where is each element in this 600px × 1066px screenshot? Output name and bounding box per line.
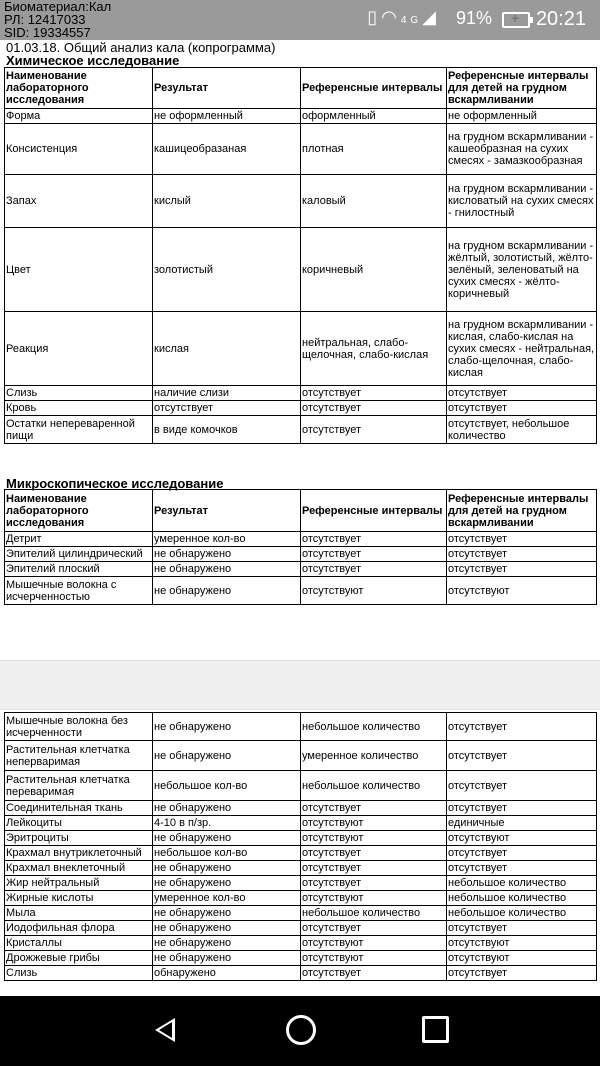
- cell-ref: отсутствует: [301, 876, 447, 891]
- table-row: [5, 876, 597, 891]
- table-row: [5, 175, 597, 228]
- table-header-row: [5, 68, 597, 109]
- table-row: [5, 741, 597, 771]
- cell-result: не обнаружено: [153, 936, 301, 951]
- cell-name: Запах: [5, 175, 153, 228]
- cell-name: Соединительная ткань: [5, 801, 153, 816]
- cell-ref-children: на грудном вскармливании - кисловатый на сухих смесях - гнилостный: [447, 175, 597, 228]
- sid-number: SID: 19334557: [4, 25, 91, 40]
- cell-name: Реакция: [5, 312, 153, 386]
- battery-percent: 91%: [455, 8, 492, 28]
- cell-result: не обнаружено: [153, 906, 301, 921]
- table-row: [5, 228, 597, 312]
- header-ref-children: Референсные интервалы для детей на грудном вскармливании: [447, 68, 597, 109]
- biomaterial-label: Биоматериал:Кал: [4, 0, 112, 14]
- table-row: [5, 386, 597, 401]
- table-row: [5, 771, 597, 801]
- cell-name: Остатки непереваренной пищи: [5, 416, 153, 444]
- status-time: 20:21: [535, 8, 586, 30]
- cell-result: кашицеобразаная: [153, 124, 301, 175]
- cell-ref: каловый: [301, 175, 447, 228]
- cell-result: кислый: [153, 175, 301, 228]
- cell-name: Жирные кислоты: [5, 891, 153, 906]
- cell-result: не обнаружено: [153, 713, 301, 741]
- cell-ref-children: на грудном вскармливании - жёлтый, золотистый, жёлто-зелёный, зеленоватый на сухих смесях - жёлто-коричневый: [447, 228, 597, 312]
- cell-result: умеренное кол-во: [153, 532, 301, 547]
- header-name: Наименование лабораторного исследования: [5, 68, 153, 109]
- cell-ref-children: не оформленный: [447, 109, 597, 124]
- cell-result: в виде комочков: [153, 416, 301, 444]
- cell-result: наличие слизи: [153, 386, 301, 401]
- cell-result: не обнаружено: [153, 801, 301, 816]
- table-row: [5, 109, 597, 124]
- cell-result: небольшое кол-во: [153, 846, 301, 861]
- cell-name: Эпителий плоский: [5, 562, 153, 577]
- cell-ref: умеренное количество: [301, 741, 447, 771]
- cell-result: умеренное кол-во: [153, 891, 301, 906]
- cell-ref: отсутствуют: [301, 891, 447, 906]
- chemical-table: [4, 67, 597, 444]
- cell-ref: отсутствует: [301, 861, 447, 876]
- page-gap: [0, 660, 600, 710]
- table-row: [5, 906, 597, 921]
- cell-ref-children: отсутствует: [447, 562, 597, 577]
- network-type: 4G: [400, 15, 423, 26]
- battery-icon: +: [502, 12, 530, 28]
- table-row: [5, 936, 597, 951]
- home-circle-icon[interactable]: [286, 1015, 316, 1045]
- header-name: Наименование лабораторного исследования: [5, 490, 153, 532]
- cell-ref-children: отсутствует: [447, 741, 597, 771]
- cell-result: золотистый: [153, 228, 301, 312]
- cell-name: Слизь: [5, 966, 153, 981]
- cell-ref: плотная: [301, 124, 447, 175]
- cell-name: Растительная клетчатка неперваримая: [5, 741, 153, 771]
- cell-name: Дрожжевые грибы: [5, 951, 153, 966]
- cell-ref-children: отсутствуют: [447, 936, 597, 951]
- cell-ref-children: отсутствует: [447, 401, 597, 416]
- cell-name: Консистенция: [5, 124, 153, 175]
- cell-ref-children: отсутствует: [447, 801, 597, 816]
- cell-ref: небольшое количество: [301, 771, 447, 801]
- cell-name: Иодофильная флора: [5, 921, 153, 936]
- table-row: [5, 562, 597, 577]
- cell-result: 4-10 в п/зр.: [153, 816, 301, 831]
- cell-ref-children: единичные: [447, 816, 597, 831]
- cell-ref: отсутствует: [301, 966, 447, 981]
- cell-name: Форма: [5, 109, 153, 124]
- cell-ref: небольшое количество: [301, 713, 447, 741]
- header-ref-children: Референсные интервалы для детей на грудном вскармливании: [447, 490, 597, 532]
- microscopic-table: [4, 489, 597, 605]
- cell-result: не оформленный: [153, 109, 301, 124]
- cell-result: не обнаружено: [153, 831, 301, 846]
- microscopic-table-continued: [4, 712, 597, 981]
- header-result: Результат: [153, 68, 301, 109]
- cell-result: не обнаружено: [153, 562, 301, 577]
- cell-result: не обнаружено: [153, 951, 301, 966]
- cell-name: Лейкоциты: [5, 816, 153, 831]
- table-row: [5, 547, 597, 562]
- table-row: [5, 416, 597, 444]
- cell-ref: отсутствуют: [301, 577, 447, 605]
- cell-name: Кровь: [5, 401, 153, 416]
- analysis-title: 01.03.18. Общий анализ кала (копрограмма): [6, 40, 276, 55]
- cell-ref: оформленный: [301, 109, 447, 124]
- table-header-row: [5, 490, 597, 532]
- cell-ref-children: отсутствует: [447, 713, 597, 741]
- cell-ref-children: небольшое количество: [447, 891, 597, 906]
- table-row: [5, 577, 597, 605]
- cell-ref-children: отсутствуют: [447, 577, 597, 605]
- cell-ref-children: отсутствует: [447, 532, 597, 547]
- table-row: [5, 831, 597, 846]
- cell-ref: отсутствует: [301, 401, 447, 416]
- cell-name: Кристаллы: [5, 936, 153, 951]
- table-row: [5, 401, 597, 416]
- table-row: [5, 532, 597, 547]
- cell-ref-children: на грудном вскармливании - кашеобразная на сухих смесях - замазкообразная: [447, 124, 597, 175]
- header-result: Результат: [153, 490, 301, 532]
- cell-ref-children: небольшое количество: [447, 876, 597, 891]
- cell-ref-children: отсутствует: [447, 966, 597, 981]
- header-ref: Референсные интервалы: [301, 68, 447, 109]
- table-row: [5, 312, 597, 386]
- cell-ref-children: отсутствует, небольшое количество: [447, 416, 597, 444]
- cell-name: Детрит: [5, 532, 153, 547]
- cell-ref: коричневый: [301, 228, 447, 312]
- vibrate-icon: ▯: [367, 7, 382, 27]
- cell-ref-children: отсутствует: [447, 547, 597, 562]
- cell-ref: нейтральная, слабо-щелочная, слабо-кислая: [301, 312, 447, 386]
- cell-result: обнаружено: [153, 966, 301, 981]
- cell-result: не обнаружено: [153, 921, 301, 936]
- cell-ref: отсутствует: [301, 921, 447, 936]
- cell-result: отсутствует: [153, 401, 301, 416]
- cell-ref-children: отсутствуют: [447, 831, 597, 846]
- table-row: [5, 801, 597, 816]
- table-row: [5, 846, 597, 861]
- cell-ref-children: небольшое количество: [447, 906, 597, 921]
- cell-ref-children: отсутствует: [447, 921, 597, 936]
- rl-number: РЛ: 12417033: [4, 12, 86, 27]
- table-row: [5, 816, 597, 831]
- cell-result: не обнаружено: [153, 577, 301, 605]
- cell-name: Эпителий цилиндрический: [5, 547, 153, 562]
- cell-name: Жир нейтральный: [5, 876, 153, 891]
- cell-ref: отсутствует: [301, 562, 447, 577]
- navigation-bar: [0, 996, 600, 1066]
- cell-result: не обнаружено: [153, 876, 301, 891]
- cell-name: Мышечные волокна без исчерченности: [5, 713, 153, 741]
- cell-ref: отсутствует: [301, 547, 447, 562]
- signal-icon: ◢: [422, 7, 440, 27]
- cell-ref: отсутствует: [301, 801, 447, 816]
- cell-name: Мыла: [5, 906, 153, 921]
- cell-result: не обнаружено: [153, 861, 301, 876]
- table-row: [5, 891, 597, 906]
- cell-ref-children: отсутствуют: [447, 951, 597, 966]
- cell-name: Цвет: [5, 228, 153, 312]
- micro-section-title: Микроскопическое исследование: [6, 476, 224, 491]
- cell-ref: небольшое количество: [301, 906, 447, 921]
- table-row: [5, 124, 597, 175]
- wifi-icon: ◠: [381, 7, 401, 27]
- table-row: [5, 713, 597, 741]
- cell-ref: отсутствует: [301, 846, 447, 861]
- table-row: [5, 951, 597, 966]
- cell-ref-children: отсутствует: [447, 771, 597, 801]
- cell-result: небольшое кол-во: [153, 771, 301, 801]
- cell-ref: отсутствуют: [301, 816, 447, 831]
- cell-name: Растительная клетчатка переваримая: [5, 771, 153, 801]
- cell-result: не обнаружено: [153, 741, 301, 771]
- cell-ref-children: на грудном вскармливании - кислая, слабо-кислая на сухих смесях - нейтральная, слабо-щелочная, слабо-кислая: [447, 312, 597, 386]
- document-page-2: [0, 708, 600, 996]
- table-row: [5, 861, 597, 876]
- cell-ref: отсутствуют: [301, 951, 447, 966]
- table-row: [5, 966, 597, 981]
- header-ref: Референсные интервалы: [301, 490, 447, 532]
- cell-ref-children: отсутствует: [447, 846, 597, 861]
- cell-ref: отсутствует: [301, 416, 447, 444]
- back-icon-inner: [159, 1022, 172, 1038]
- cell-ref: отсутствуют: [301, 831, 447, 846]
- cell-result: кислая: [153, 312, 301, 386]
- recent-apps-square-icon[interactable]: [422, 1016, 449, 1043]
- cell-ref-children: отсутствует: [447, 386, 597, 401]
- cell-ref: отсутствует: [301, 386, 447, 401]
- cell-ref: отсутствует: [301, 532, 447, 547]
- cell-name: Крахмал внутриклеточный: [5, 846, 153, 861]
- chemical-section-title: Химическое исследование: [6, 53, 180, 68]
- cell-name: Крахмал внеклеточный: [5, 861, 153, 876]
- cell-ref: отсутствуют: [301, 936, 447, 951]
- cell-name: Эритроциты: [5, 831, 153, 846]
- cell-ref-children: отсутствует: [447, 861, 597, 876]
- cell-name: Слизь: [5, 386, 153, 401]
- table-row: [5, 921, 597, 936]
- cell-result: не обнаружено: [153, 547, 301, 562]
- cell-name: Мышечные волокна с исчерченностью: [5, 577, 153, 605]
